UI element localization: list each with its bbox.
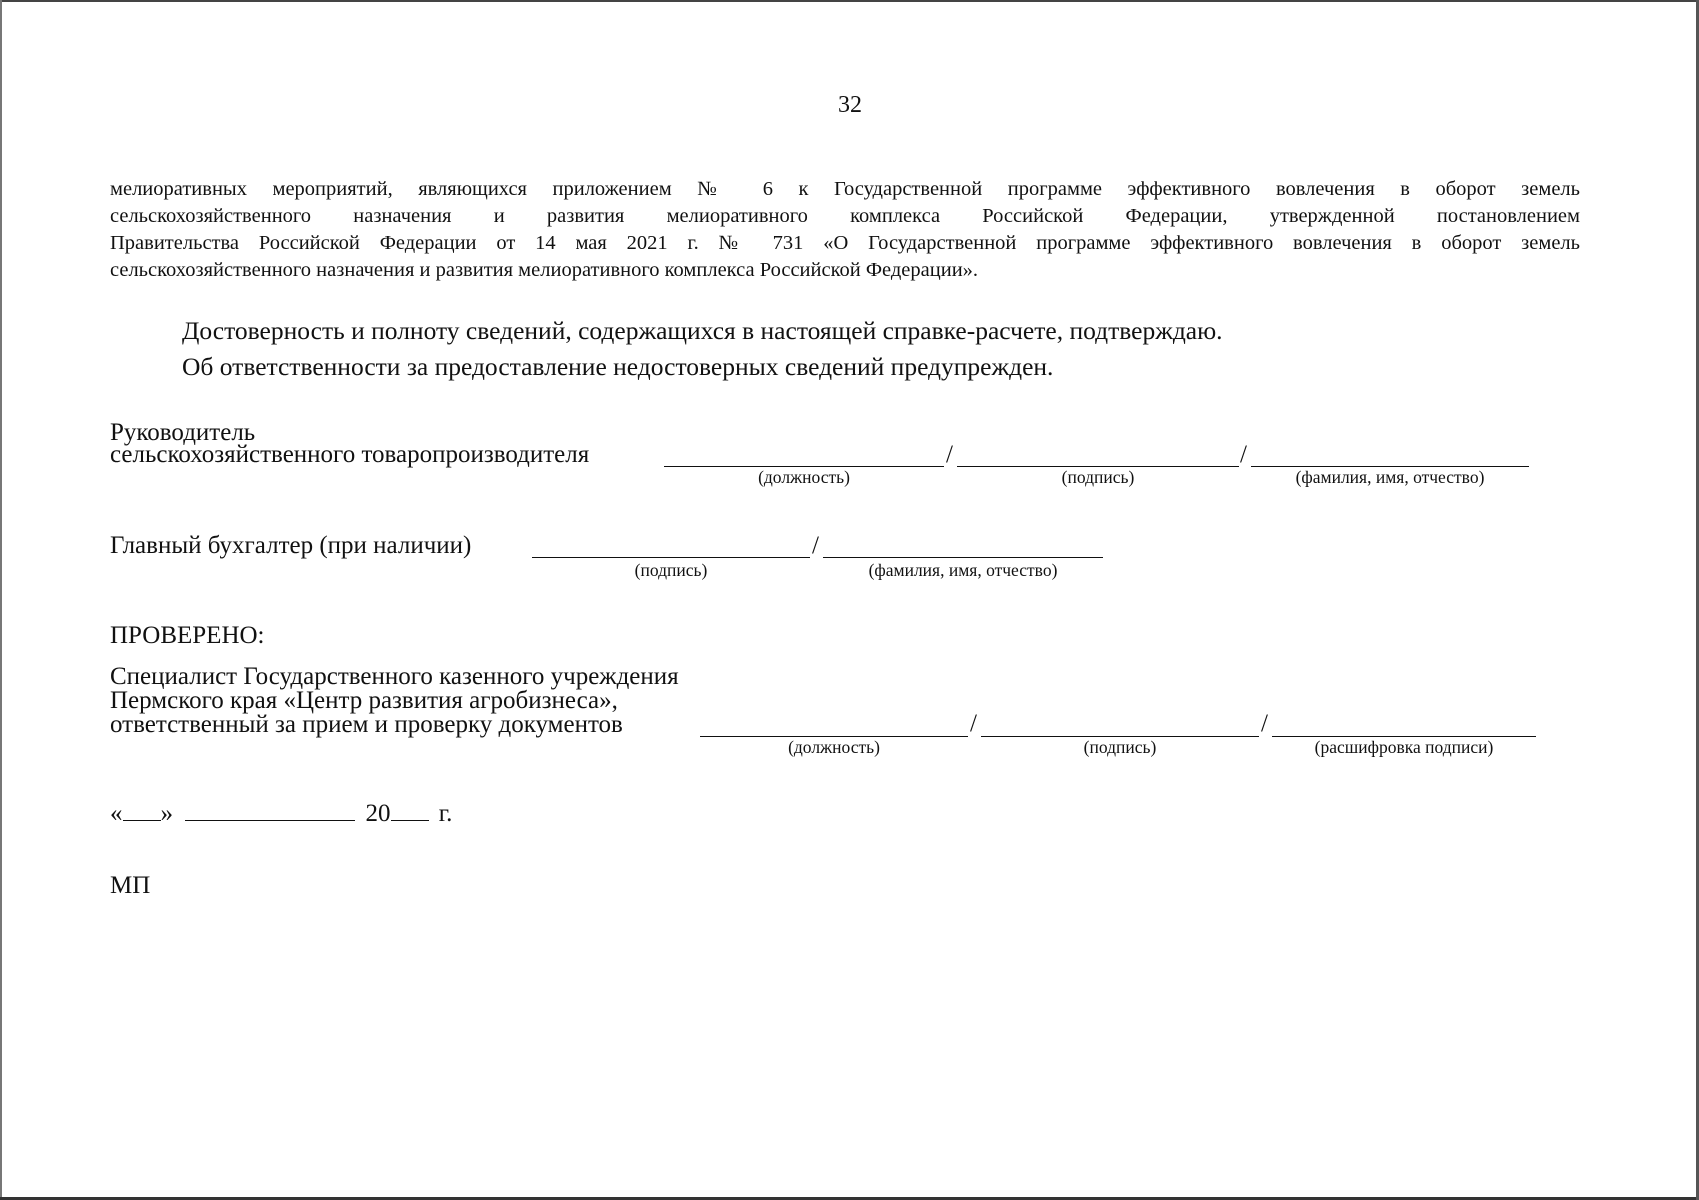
checked-label-line1: Специалист Государственного казенного учреждения xyxy=(110,663,679,690)
checked-signature-caption: (подпись) xyxy=(1083,737,1157,757)
checked-decoding-caption: (расшифровка подписи) xyxy=(1314,737,1494,757)
head-position-caption: (должность) xyxy=(758,467,850,487)
separator-slash: / xyxy=(970,710,977,737)
separator-slash: / xyxy=(946,441,953,468)
date-close-quote: » xyxy=(160,800,173,827)
paragraph-line: сельскохозяйственного назначения и развития мелиоративного комплекса Российской Федерации». xyxy=(110,259,979,281)
page-border-top xyxy=(0,0,1699,2)
page-number: 32 xyxy=(838,92,862,118)
separator-slash: / xyxy=(1261,710,1268,737)
continuation-paragraph xyxy=(110,176,1580,284)
paragraph-line: сельскохозяйственного назначения и развития мелиоративного комплекса Российской Федерации, утвержденной постановлением xyxy=(110,205,1580,227)
paragraph-line: Правительства Российской Федерации от 14 мая 2021 г. № 731 «О Государственной программе эффективного вовлечения в оборот земель xyxy=(110,232,1580,254)
year-blank[interactable] xyxy=(391,800,429,821)
accountant-signature-caption: (подпись) xyxy=(634,560,708,580)
head-label-line1: Руководитель xyxy=(110,419,256,446)
separator-slash: / xyxy=(812,532,819,559)
page-border-left xyxy=(0,0,2,1200)
accountant-label: Главный бухгалтер (при наличии) xyxy=(110,532,472,559)
head-name-caption: (фамилия, имя, отчество) xyxy=(1295,467,1485,487)
date-row xyxy=(110,800,452,828)
head-signature-caption: (подпись) xyxy=(1061,467,1135,487)
checked-label-line2: Пермского края «Центр развития агробизнеса», xyxy=(110,687,618,714)
checked-position-caption: (должность) xyxy=(788,737,880,757)
date-open-quote: « xyxy=(110,800,123,827)
certification-statement: Достоверность и полноту сведений, содержащихся в настоящей справке-расчете, подтверждаю. xyxy=(182,316,1223,345)
checked-heading: ПРОВЕРЕНО: xyxy=(110,622,265,649)
accountant-name-caption: (фамилия, имя, отчество) xyxy=(868,560,1058,580)
paragraph-line: мелиоративных мероприятий, являющихся приложением № 6 к Государственной программе эффективного вовлечения в оборот земель xyxy=(110,178,1580,200)
month-blank[interactable] xyxy=(185,800,355,821)
year-prefix: 20 xyxy=(365,800,391,827)
day-blank[interactable] xyxy=(123,800,161,821)
accountant-name-line[interactable] xyxy=(823,557,1103,558)
head-label-line2: сельскохозяйственного товаропроизводителя xyxy=(110,441,590,468)
liability-statement: Об ответственности за предоставление недостоверных сведений предупрежден. xyxy=(182,352,1054,381)
stamp-place: МП xyxy=(110,872,151,899)
separator-slash: / xyxy=(1240,441,1247,468)
checked-label-line3: ответственный за прием и проверку документов xyxy=(110,711,623,738)
accountant-signature-line[interactable] xyxy=(532,557,810,558)
year-suffix: г. xyxy=(438,800,453,827)
